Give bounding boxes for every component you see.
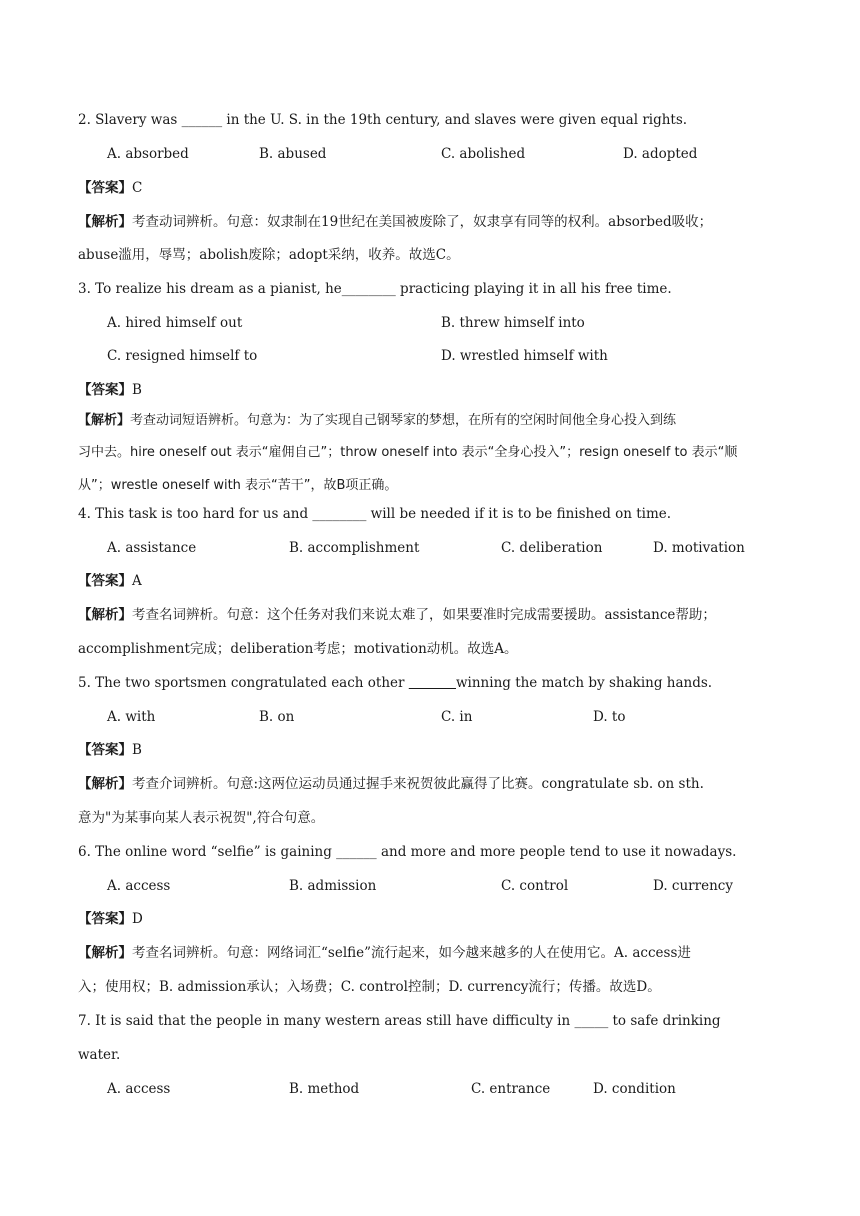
question-4-option-b: B. accomplishment [289, 540, 420, 556]
question-4-analysis-line-2: accomplishment完成；deliberation考虑；motivation动机。故选A。 [78, 641, 518, 657]
answer-label: 【答案】 [78, 180, 132, 196]
question-3-analysis-line-3: 从”；wrestle oneself with 表示“苦干”，故B项正确。 [78, 478, 398, 493]
question-6-analysis-line-2: 入；使用权；B. admission承认；入场费；C. control控制；D. currency流行；传播。故选D。 [78, 979, 661, 995]
question-5-stem [78, 674, 712, 692]
answer-value: D [132, 911, 143, 927]
question-5-option-d: D. to [593, 709, 626, 725]
question-4-stem: 4. This task is too hard for us and ________ will be needed if it is to be finished on time. [78, 506, 672, 522]
question-3-answer [78, 381, 142, 399]
question-4-option-d: D. motivation [653, 540, 745, 556]
question-7-option-d: D. condition [593, 1081, 676, 1097]
stem-text: winning the match by shaking hands. [455, 675, 713, 691]
question-7-option-b: B. method [289, 1081, 360, 1097]
question-5-answer [78, 741, 142, 759]
question-7-option-c: C. entrance [471, 1081, 551, 1097]
question-5-option-c: C. in [441, 709, 473, 725]
question-3-option-a: A. hired himself out [107, 315, 243, 331]
question-4-analysis-line-1 [78, 606, 716, 624]
answer-value: B [132, 382, 142, 398]
question-4-option-c: C. deliberation [501, 540, 603, 556]
answer-value: C [132, 180, 143, 196]
question-7-stem-line-1: 7. It is said that the people in many western areas still have difficulty in _____ to safe drinking [78, 1013, 721, 1029]
question-7-stem-line-2: water. [78, 1047, 121, 1063]
question-5-option-a: A. with [107, 709, 156, 725]
question-7-option-a: A. access [107, 1081, 171, 1097]
answer-label: 【答案】 [78, 911, 132, 927]
question-3-option-c: C. resigned himself to [107, 348, 258, 364]
question-2-option-c: C. abolished [441, 146, 526, 162]
analysis-text: 考查名词辨析。句意：网络词汇“selfie”流行起来，如今越来越多的人在使用它。A. access进 [132, 945, 691, 961]
answer-label: 【答案】 [78, 382, 132, 398]
question-6-analysis-line-1 [78, 944, 691, 962]
answer-label: 【答案】 [78, 742, 132, 758]
question-2-option-d: D. adopted [623, 146, 698, 162]
question-6-option-d: D. currency [653, 878, 733, 894]
question-2-stem: 2. Slavery was ______ in the U. S. in the 19th century, and slaves were given equal rights. [78, 112, 688, 128]
question-2-answer [78, 179, 142, 197]
analysis-text: 考查动词辨析。句意：奴隶制在19世纪在美国被废除了，奴隶享有同等的权利。absorbed吸收； [132, 214, 713, 230]
analysis-label: 【解析】 [78, 413, 131, 428]
question-6-option-a: A. access [107, 878, 171, 894]
answer-value: B [132, 742, 142, 758]
question-3-option-d: D. wrestled himself with [441, 348, 608, 364]
analysis-text: 考查介词辨析。句意:这两位运动员通过握手来祝贺彼此赢得了比赛。congratulate sb. on sth. [132, 776, 704, 792]
analysis-label: 【解析】 [78, 214, 132, 230]
question-3-analysis-line-2: 习中去。hire oneself out 表示“雇佣自己”；throw oneself into 表示“全身心投入”；resign oneself to 表示“顺 [78, 445, 738, 460]
question-4-option-a: A. assistance [107, 540, 197, 556]
question-2-option-a: A. absorbed [107, 146, 189, 162]
question-5-analysis-line-1 [78, 775, 704, 793]
question-2-analysis-line-2: abuse滥用，辱骂；abolish废除；adopt采纳，收养。故选C。 [78, 247, 460, 263]
analysis-label: 【解析】 [78, 945, 132, 961]
stem-blank [409, 675, 456, 691]
question-6-option-b: B. admission [289, 878, 377, 894]
stem-text: 5. The two sportsmen congratulated each other [78, 675, 409, 691]
question-6-answer [78, 910, 143, 928]
question-3-analysis-line-1 [78, 412, 676, 430]
question-2-analysis-line-1 [78, 213, 712, 231]
analysis-label: 【解析】 [78, 607, 132, 623]
question-6-stem: 6. The online word “selfie” is gaining ______ and more and more people tend to use it nowadays. [78, 844, 737, 860]
question-2-option-b: B. abused [259, 146, 327, 162]
answer-label: 【答案】 [78, 573, 132, 589]
question-5-option-b: B. on [259, 709, 295, 725]
question-4-answer [78, 572, 142, 590]
analysis-label: 【解析】 [78, 776, 132, 792]
question-3-stem: 3. To realize his dream as a pianist, he________ practicing playing it in all his free time. [78, 281, 672, 297]
analysis-text: 考查动词短语辨析。句意为：为了实现自己钢琴家的梦想，在所有的空闲时间他全身心投入到练 [130, 413, 677, 428]
question-5-analysis-line-2: 意为"为某事向某人表示祝贺",符合句意。 [78, 810, 325, 826]
question-6-option-c: C. control [501, 878, 569, 894]
question-3-option-b: B. threw himself into [441, 315, 585, 331]
answer-value: A [132, 573, 142, 589]
analysis-text: 考查名词辨析。句意：这个任务对我们来说太难了，如果要准时完成需要援助。assistance帮助； [132, 607, 716, 623]
